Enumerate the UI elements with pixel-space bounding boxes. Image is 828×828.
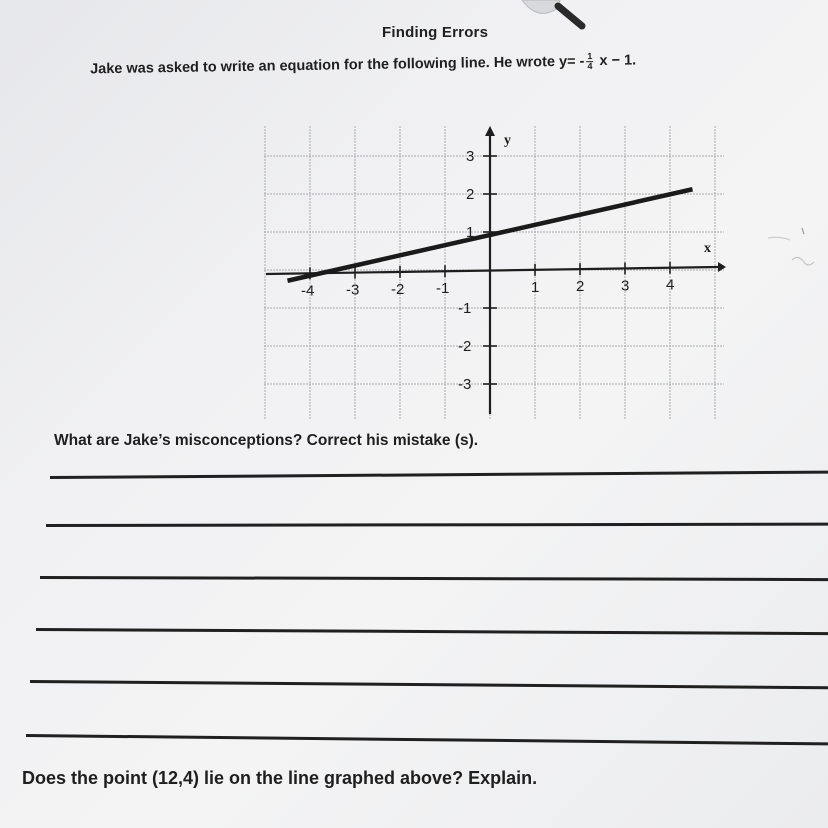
equation-fraction <box>586 52 593 71</box>
answer-line <box>30 680 828 689</box>
answer-line <box>36 628 828 635</box>
y-axis-arrow <box>485 126 495 136</box>
y-tick-label: 1 <box>466 224 475 241</box>
x-tick-label: 1 <box>531 278 540 296</box>
x-tick-label: -2 <box>391 280 405 298</box>
y-tick-label: -2 <box>458 338 472 355</box>
y-tick-label: -3 <box>458 376 472 393</box>
question-point-on-line: Does the point (12,4) lie on the line graphed above? Explain. <box>22 768 538 788</box>
x-axis-label: x <box>704 241 711 256</box>
answer-line <box>40 576 828 581</box>
answer-line <box>26 734 828 745</box>
x-tick-label: -4 <box>301 282 315 300</box>
answer-line <box>50 471 828 479</box>
pencil-marks <box>764 224 824 274</box>
problem-prompt <box>90 51 636 79</box>
y-axis-label: y <box>504 133 511 148</box>
x-tick-label: 4 <box>666 276 675 294</box>
x-tick-label: -3 <box>346 281 360 299</box>
coordinate-graph <box>258 122 728 422</box>
magnifying-glass-icon <box>518 0 588 34</box>
answer-line <box>46 523 828 527</box>
x-tick-label: -1 <box>436 280 450 298</box>
y-tick-label: -1 <box>458 300 472 317</box>
equation-tail: x − 1. <box>599 52 637 70</box>
fraction-denominator: 4 <box>587 61 593 72</box>
y-tick-label: 3 <box>466 148 475 165</box>
question-misconceptions: What are Jake’s misconceptions? Correct his mistake (s). <box>54 432 479 449</box>
worksheet-title: Finding Errors <box>382 24 489 41</box>
x-tick-label: 2 <box>576 278 585 296</box>
prompt-text: Jake was asked to write an equation for the following line. He wrote y= - <box>90 53 585 78</box>
y-tick-label: 2 <box>466 186 475 203</box>
x-axis-arrow <box>718 262 726 272</box>
x-tick-label: 3 <box>621 277 630 295</box>
fraction-numerator: 1 <box>587 51 593 62</box>
